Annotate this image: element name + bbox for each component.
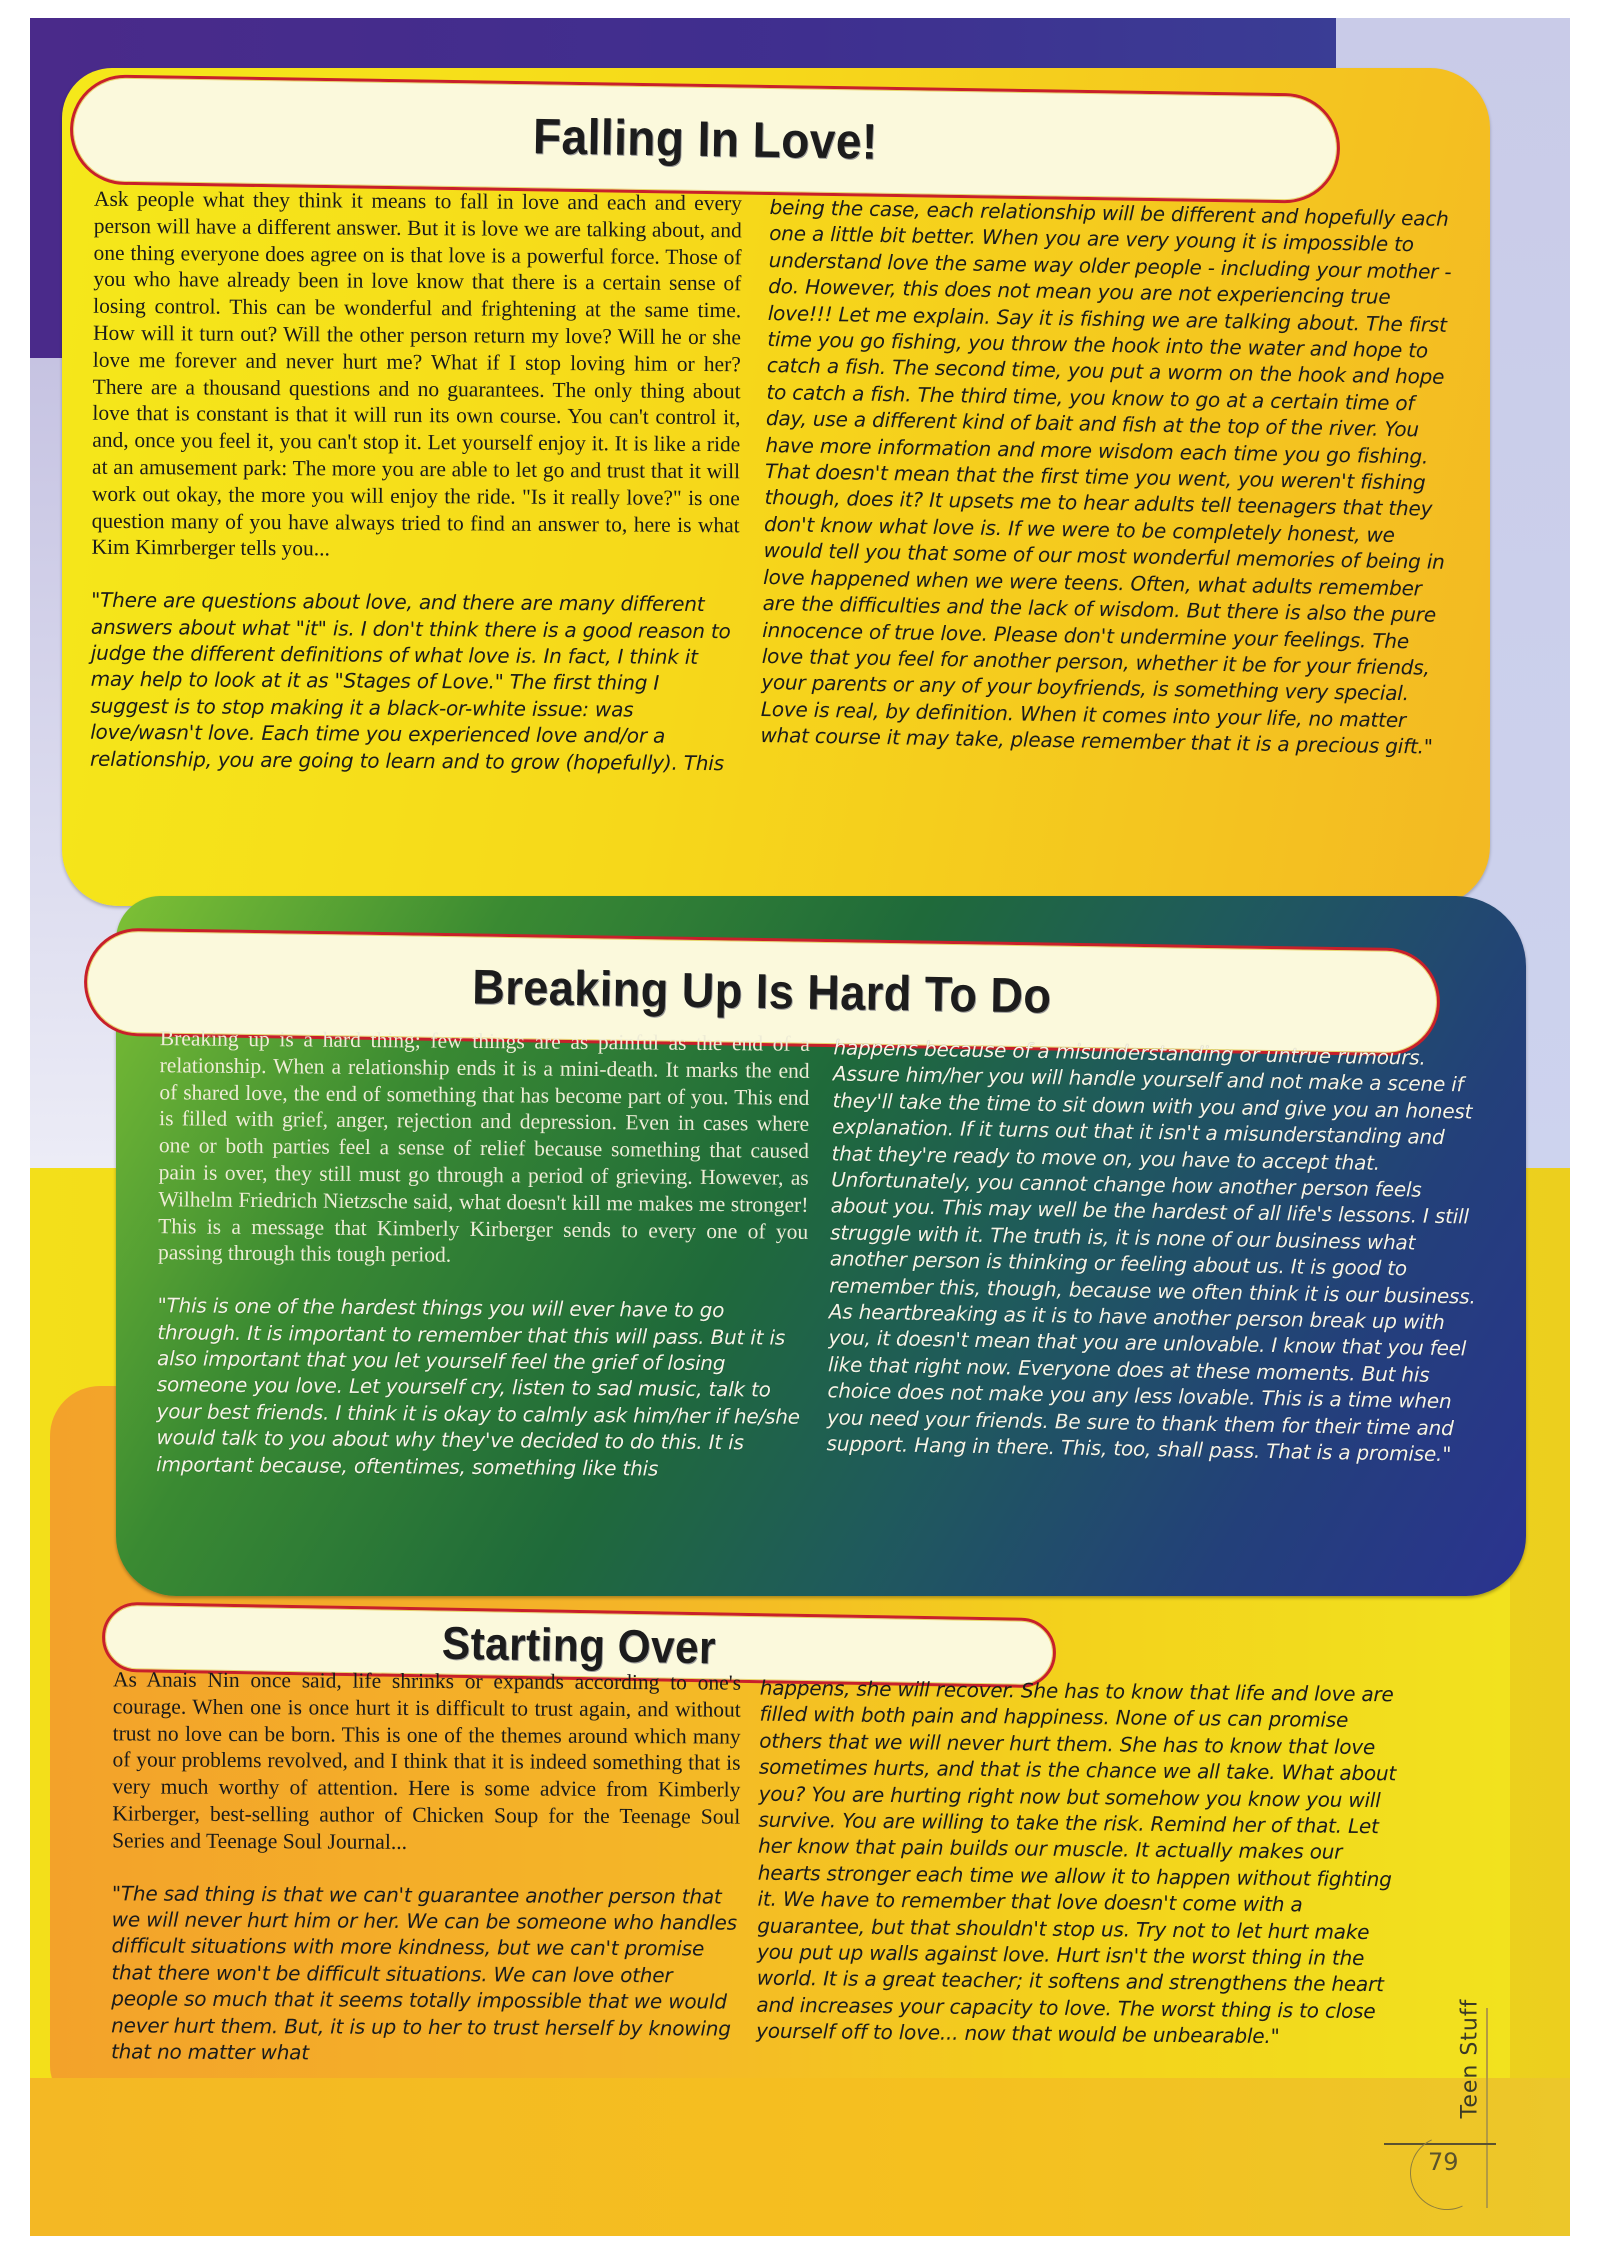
- falling-in-love-left-column: [90, 186, 742, 777]
- falling-in-love-quote-part2: being the case, each relationship will be different and hopefully each one a little bit better. When you are very young it is impossible to understand love the same way older people - including your mother - do. However, this does not mean you are not experiencing true love!!! Let me explain. Say it is fishing we are talking about. The first time you go fishing, you throw the hook into the water and hope to catch a fish. The second time, you put a worm on the hook and hope to catch a fish. The third time, you know to go at a certain time of day, use a different kind of bait and fish at the top of the river. You have more information and more wisdom each time you go fishing. That doesn't mean that the first time you went, you weren't fishing though, does it? It upsets me to hear adults tell teenagers that they don't know what love is. If we were to be completely honest, we would tell you that some of our most wonderful memories of being in love happened when we were teens. Often, what adults remember are the difficulties and the lack of wisdom. But there is also the pure innocence of true love. Please don't undermine your feelings. The love that you feel for another person, whether it be for your friends, your parents or any of your boyfriends, is something very special. Love is real, by definition. When it comes into your life, no matter what course it may take, please remember that it is a precious gift.": [760, 195, 1452, 759]
- section-label-text: Teen Stuff: [1457, 1998, 1483, 2118]
- breaking-up-quote-part2: happens because of a misunderstanding or untrue rumours. Assure him/her you will handle yourself and not make a scene if they'll take the time to sit down with you and give you an honest explanation. If it turns out that it isn't a misunderstanding and that they're ready to move on, you have to accept that. Unfortunately, you cannot change how another person feels about you. This may well be the hardest of all life's lessons. I still struggle with it. The truth is, it is none of our business what another person is thinking or feeling about us. It is good to remember this, though, because we often think it is our business. As heartbreaking as it is to have another person break up with you, it doesn't mean that you are unlovable. I know that you feel like that right now. Everyone does at these moments. But his choice does not make you any less lovable. This is a time when you need your friends. Be sure to thank them for their time and support. Hang in there. This, too, shall pass. That is a promise.": [826, 1035, 1476, 1467]
- section-label: [1450, 1978, 1490, 2138]
- starting-over-right-column: [756, 1675, 1400, 2051]
- magazine-page: [30, 18, 1570, 2236]
- breaking-up-quote-part1: "This is one of the hardest things you will ever have to go through. It is important to remember that this will pass. But it is also important that you let yourself feel the grief of losing someone you love. Let yourself cry, listen to sad music, talk to your best friends. I think it is okay to calmly ask him/her if he/she would talk to you about why they've decided to do this. It is important because, oftentimes, something like this: [156, 1293, 800, 1481]
- starting-over-quote-part2: happens, she will recover. She has to know that life and love are filled with both pain and happiness. None of us can promise others that we will never hurt them. She has to know that love sometimes hurts, and that is the chance we all take. What about you? You are hurting right now but somehow you know you will survive. You are willing to take the risk. Remind her of that. Let her know that pain builds our muscle. It actually makes our hearts stronger each time we allow it to happen without fighting it. We have to remember that love doesn't come with a guarantee, but that shouldn't stop us. Try not to let hurt make you put up walls against love. Hurt isn't the worst thing in the world. It is a great teacher; it softens and strengthens the heart and increases your capacity to love. The worst thing is to close yourself off to love... now that would be unbearable.": [756, 1675, 1397, 2049]
- falling-in-love-right-column: [760, 194, 1460, 760]
- starting-over-intro: As Anais Nin once said, life shrinks or expands according to one's courage. When one is once hurt it is difficult to trust again, and without trust no love can be born. This is one of the themes around which many of your problems revolved, and I think that it is indeed something that is very much worthy of attention. Here is some advice from Kimberly Kirberger, best-selling author of Chicken Soup for the Teenage Soul Series and Teenage Soul Journal...: [112, 1667, 742, 1854]
- falling-in-love-quote-part1: "There are questions about love, and there are many different answers about what "it" is. I don't think there is a good reason to judge the different definitions of what love is. In fact, I think it may help to look at it as "Stages of Love." The first thing I suggest is to stop making it a black-or-white issue: was love/wasn't love. Each time you experienced love and/or a relationship, you are going to learn and to grow (hopefully). This: [89, 587, 731, 775]
- starting-over-bottom-strip: [30, 2078, 1570, 2236]
- page-number: 79: [1428, 2148, 1459, 2176]
- falling-in-love-title: Falling In Love!: [532, 108, 878, 170]
- starting-over-quote-part1: "The sad thing is that we can't guarantee another person that we will never hurt him or her. We can be someone who handles difficult situations with more kindness, but we can't promise that there won't be difficult situations. We can love other people so much that it seems totally impossible that we would never hurt them. But, it is up to her to trust herself by knowing that no matter what: [110, 1880, 737, 2065]
- starting-over-title: Starting Over: [441, 1616, 717, 1674]
- breaking-up-title: Breaking Up Is Hard To Do: [471, 960, 1053, 1024]
- breaking-up-left-column: [156, 1025, 810, 1483]
- breaking-up-intro: Breaking up is a hard thing; few things are as painful as the end of a relationship. When a relationship ends it is a mini-death. It marks the end of shared love, the end of something that has become part of you. This end is filled with grief, anger, rejection and depression. Even in cases where one or both parties feel a sense of relief because something that caused pain is over, they still must go through a period of grieving. However, as Wilhelm Friedrich Nietzsche said, what doesn't kill me makes me stronger! This is a message that Kimberly Kirberger sends to every one of you passing through this tough period.: [157, 1026, 810, 1268]
- breaking-up-right-column: [826, 1034, 1483, 1468]
- falling-in-love-intro: Ask people what they think it means to fall in love and each and every person will have a different answer. But it is love we are talking about, and one thing everyone does agree on is that love is a powerful force. Those of you who have already been in love know that there is a certain sense of losing control. This can be wonderful and frightening at the same time. How will it turn out? Will the other person return my love? Will he or she love me forever and never hurt me? What if I stop loving him or her? There are a thousand questions and no guarantees. The only thing about love that is constant is that it will run its own course. You can't control it, and, once you feel it, you can't stop it. Let yourself enjoy it. It is like a ride at an amusement park: The more you are able to let go and trust that it will work out okay, the more you will enjoy the ride. "Is it really love?" is one question many of you have always tried to find an answer to, here is what Kim Kimrberger tells you...: [91, 186, 743, 561]
- starting-over-left-column: [111, 1666, 741, 2068]
- falling-in-love-title-banner: [69, 74, 1341, 204]
